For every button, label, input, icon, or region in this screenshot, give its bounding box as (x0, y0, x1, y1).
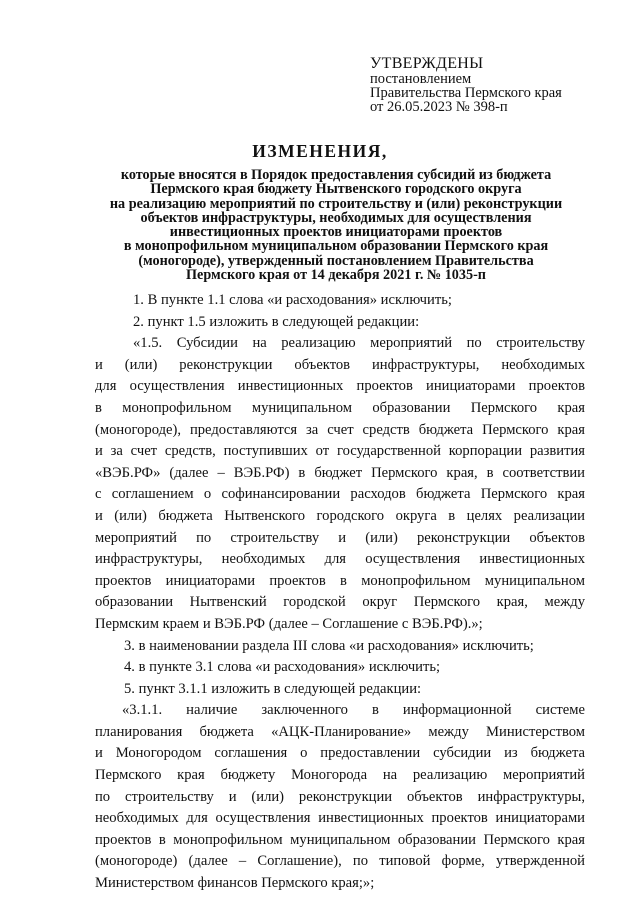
document-body (95, 290, 585, 895)
text-line: и (или) бюджета Нытвенского городского округа в целях реализации (95, 507, 585, 524)
paragraph-2 (95, 312, 585, 334)
text-line: 1. В пункте 1.1 слова «и расходования» исключить; (133, 292, 452, 308)
text-line: необходимых для осуществления инвестиционных проектов инициаторами (95, 810, 585, 827)
approval-heading: УТВЕРЖДЕНЫ (370, 55, 484, 72)
text-line: и (или) реконструкции объектов инфраструктуры, необходимых (95, 356, 585, 373)
text-line: и за счет средств, поступивших от государственной корпорации развития (95, 443, 585, 460)
paragraph-1 (95, 290, 585, 312)
document-title: ИЗМЕНЕНИЯ, (252, 141, 388, 161)
text-line: 5. пункт 3.1.1 изложить в следующей редакции: (124, 680, 422, 697)
text-line: 2. пункт 1.5 изложить в следующей редакции: (133, 313, 420, 330)
text-line: с соглашением о софинансировании расходов бюджета Пермского края (95, 486, 585, 503)
text-line: образовании Нытвенский городской округ Пермского края, между (95, 594, 585, 611)
document-subtitle (80, 168, 592, 282)
text-line: «3.1.1. наличие заключенного в информационной системе (122, 702, 585, 719)
approval-line: Правительства Пермского края (370, 85, 562, 101)
text-line: инфраструктуры, необходимых для осуществления инвестиционных (95, 551, 585, 568)
text-line: мероприятий по строительству и (или) реконструкции объектов (95, 529, 585, 546)
text-line: 3. в наименовании раздела III слова «и расходования» исключить; (124, 637, 534, 654)
text-line: проектов в монопрофильном муниципальном образовании Пермского края (95, 831, 585, 848)
paragraph-5-quote (95, 700, 585, 894)
text-line: «1.5. Субсидии на реализацию мероприятий по строительству (133, 335, 585, 352)
text-line: (моногороде), предоставляются за счет средств бюджета Пермского края (95, 421, 585, 438)
paragraph-4 (95, 657, 585, 679)
approval-line: от 26.05.2023 № 398-п (370, 99, 508, 115)
approval-line: постановлением (370, 71, 472, 87)
approval-stamp (370, 56, 620, 114)
subtitle-line: (моногороде), утвержденный постановлением Правительства (138, 252, 534, 269)
text-line: 4. в пункте 3.1 слова «и расходования» исключить; (124, 659, 441, 676)
text-line: Пермского края бюджету Моногорода на реализацию мероприятий (95, 767, 585, 784)
subtitle-line: инвестиционных проектов инициаторами проектов (169, 224, 503, 241)
paragraph-2-quote (95, 333, 585, 635)
text-line: для осуществления инвестиционных проектов инициаторами проектов (95, 378, 585, 395)
subtitle-line: Пермского края бюджету Нытвенского городского округа (150, 181, 522, 198)
text-line: «ВЭБ.РФ» (далее – ВЭБ.РФ) в бюджет Пермского края, в соответствии (95, 464, 585, 481)
subtitle-line: которые вносятся в Порядок предоставления субсидий из бюджета (120, 167, 552, 183)
text-line: и Моногородом соглашения о предоставлении субсидии из бюджета (95, 745, 585, 762)
text-line: проектов инициаторами проектов в монопрофильном муниципальном (95, 572, 585, 589)
subtitle-line: на реализацию мероприятий по строительству и (или) реконструкции (109, 195, 563, 212)
text-line: в монопрофильном муниципальном образовании Пермского края (95, 399, 585, 416)
text-line: Пермским краем и ВЭБ.РФ (далее – Соглашение с ВЭБ.РФ).»; (95, 615, 483, 632)
subtitle-line: объектов инфраструктуры, необходимых для осуществления (140, 209, 532, 226)
text-line: Министерством финансов Пермского края;»; (95, 875, 375, 892)
paragraph-3 (95, 636, 585, 658)
text-line: по строительству и (или) реконструкции объектов инфраструктуры, (95, 788, 585, 805)
subtitle-line: Пермского края от 14 декабря 2021 г. № 1035-п (186, 267, 486, 284)
subtitle-line: в монопрофильном муниципальном образовании Пермского края (123, 238, 549, 255)
text-line: (моногороде) (далее – Соглашение), по типовой форме, утвержденной (95, 853, 585, 870)
paragraph-5 (95, 679, 585, 701)
text-line: планирования бюджета «АЦК-Планирование» между Министерством (95, 723, 585, 740)
